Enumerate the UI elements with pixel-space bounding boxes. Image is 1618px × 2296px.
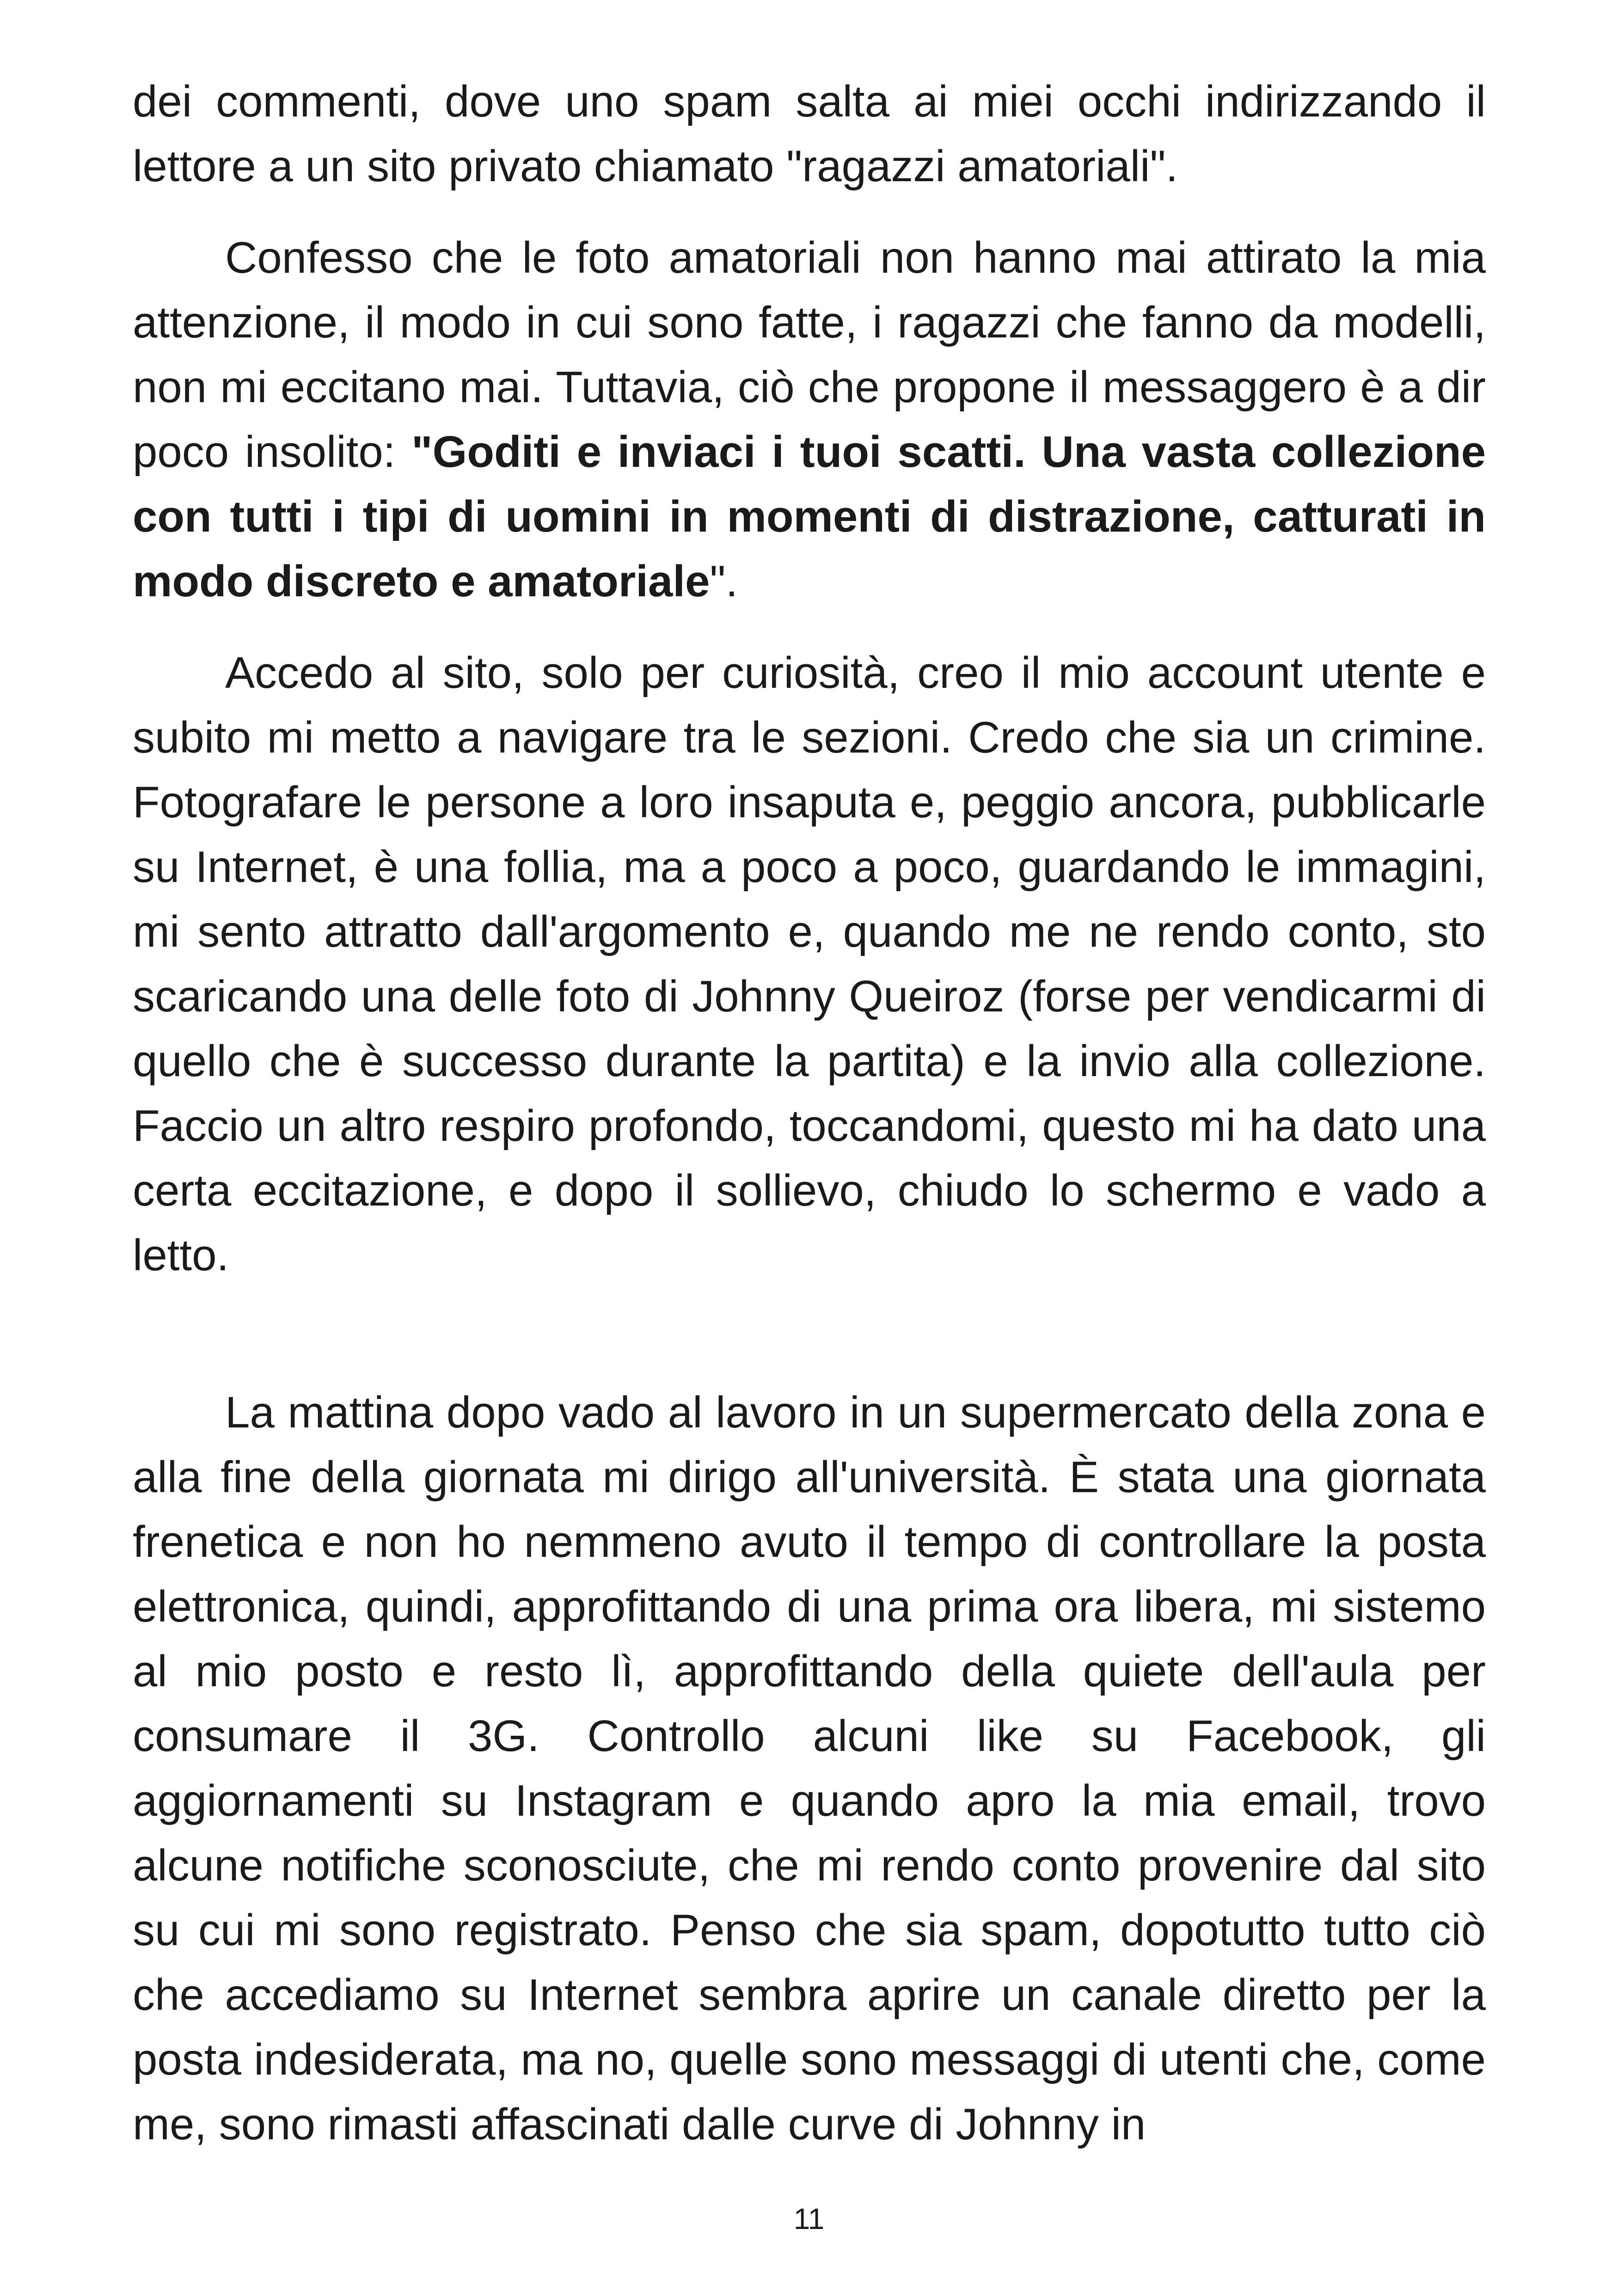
paragraph-2-bold-quote: "Goditi e inviaci i tuoi scatti. Una vasta collezione con tutti i tipi di uomini in momenti di distrazione, catturati in modo discreto e amatoriale — [133, 427, 1486, 606]
paragraph-spacer — [133, 614, 1486, 641]
section-break — [133, 1288, 1486, 1380]
paragraph-spacer — [133, 199, 1486, 226]
paragraph-1: dei commenti, dove uno spam salta ai miei occhi indirizzando il lettore a un sito privato chiamato "ragazzi amatoriali". — [133, 77, 1486, 191]
paragraph-2 — [133, 226, 1486, 614]
paragraph-2-text: Confesso che le foto amatoriali non hanno mai attirato la mia attenzione, il modo in cui sono fatte, i ragazzi che fanno da modelli, non mi eccitano mai. Tuttavia, ciò che propone il messaggero è a dir poco insolito: — [133, 233, 1486, 477]
paragraph-2-closing: ". — [710, 557, 738, 606]
body-text — [133, 69, 1486, 2157]
page-number: 11 — [793, 2202, 825, 2235]
paragraph-3: Accedo al sito, solo per curiosità, creo il mio account utente e subito mi metto a navigare tra le sezioni. Credo che sia un crimine. Fotografare le persone a loro insaputa e, peggio ancora, pubblicarle su Internet, è una follia, ma a poco a poco, guardando le immagini, mi sento attratto dall'argomento e, quando me ne rendo conto, sto scaricando una delle foto di Johnny Queiroz (forse per vendicarmi di quello che è successo durante la partita) e la invio alla collezione. Faccio un altro respiro profondo, toccandomi, questo mi ha dato una certa eccitazione, e dopo il sollievo, chiudo lo schermo e vado a letto. — [133, 648, 1486, 1280]
paragraph-4: La mattina dopo vado al lavoro in un supermercato della zona e alla fine della giornata mi dirigo all'università. È stata una giornata frenetica e non ho nemmeno avuto il tempo di controllare la posta elettronica, quindi, approfittando di una prima ora libera, mi sistemo al mio posto e resto lì, approfittando della quiete dell'aula per consumare il 3G. Controllo alcuni like su Facebook, gli aggiornamenti su Instagram e quando apro la mia email, trovo alcune notifiche sconosciute, che mi rendo conto provenire dal sito su cui mi sono registrato. Penso che sia spam, dopotutto tutto ciò che accediamo su Internet sembra aprire un canale diretto per la posta indesiderata, ma no, quelle sono messaggi di utenti che, come me, sono rimasti affascinati dalle curve di Johnny in — [133, 1388, 1486, 2149]
